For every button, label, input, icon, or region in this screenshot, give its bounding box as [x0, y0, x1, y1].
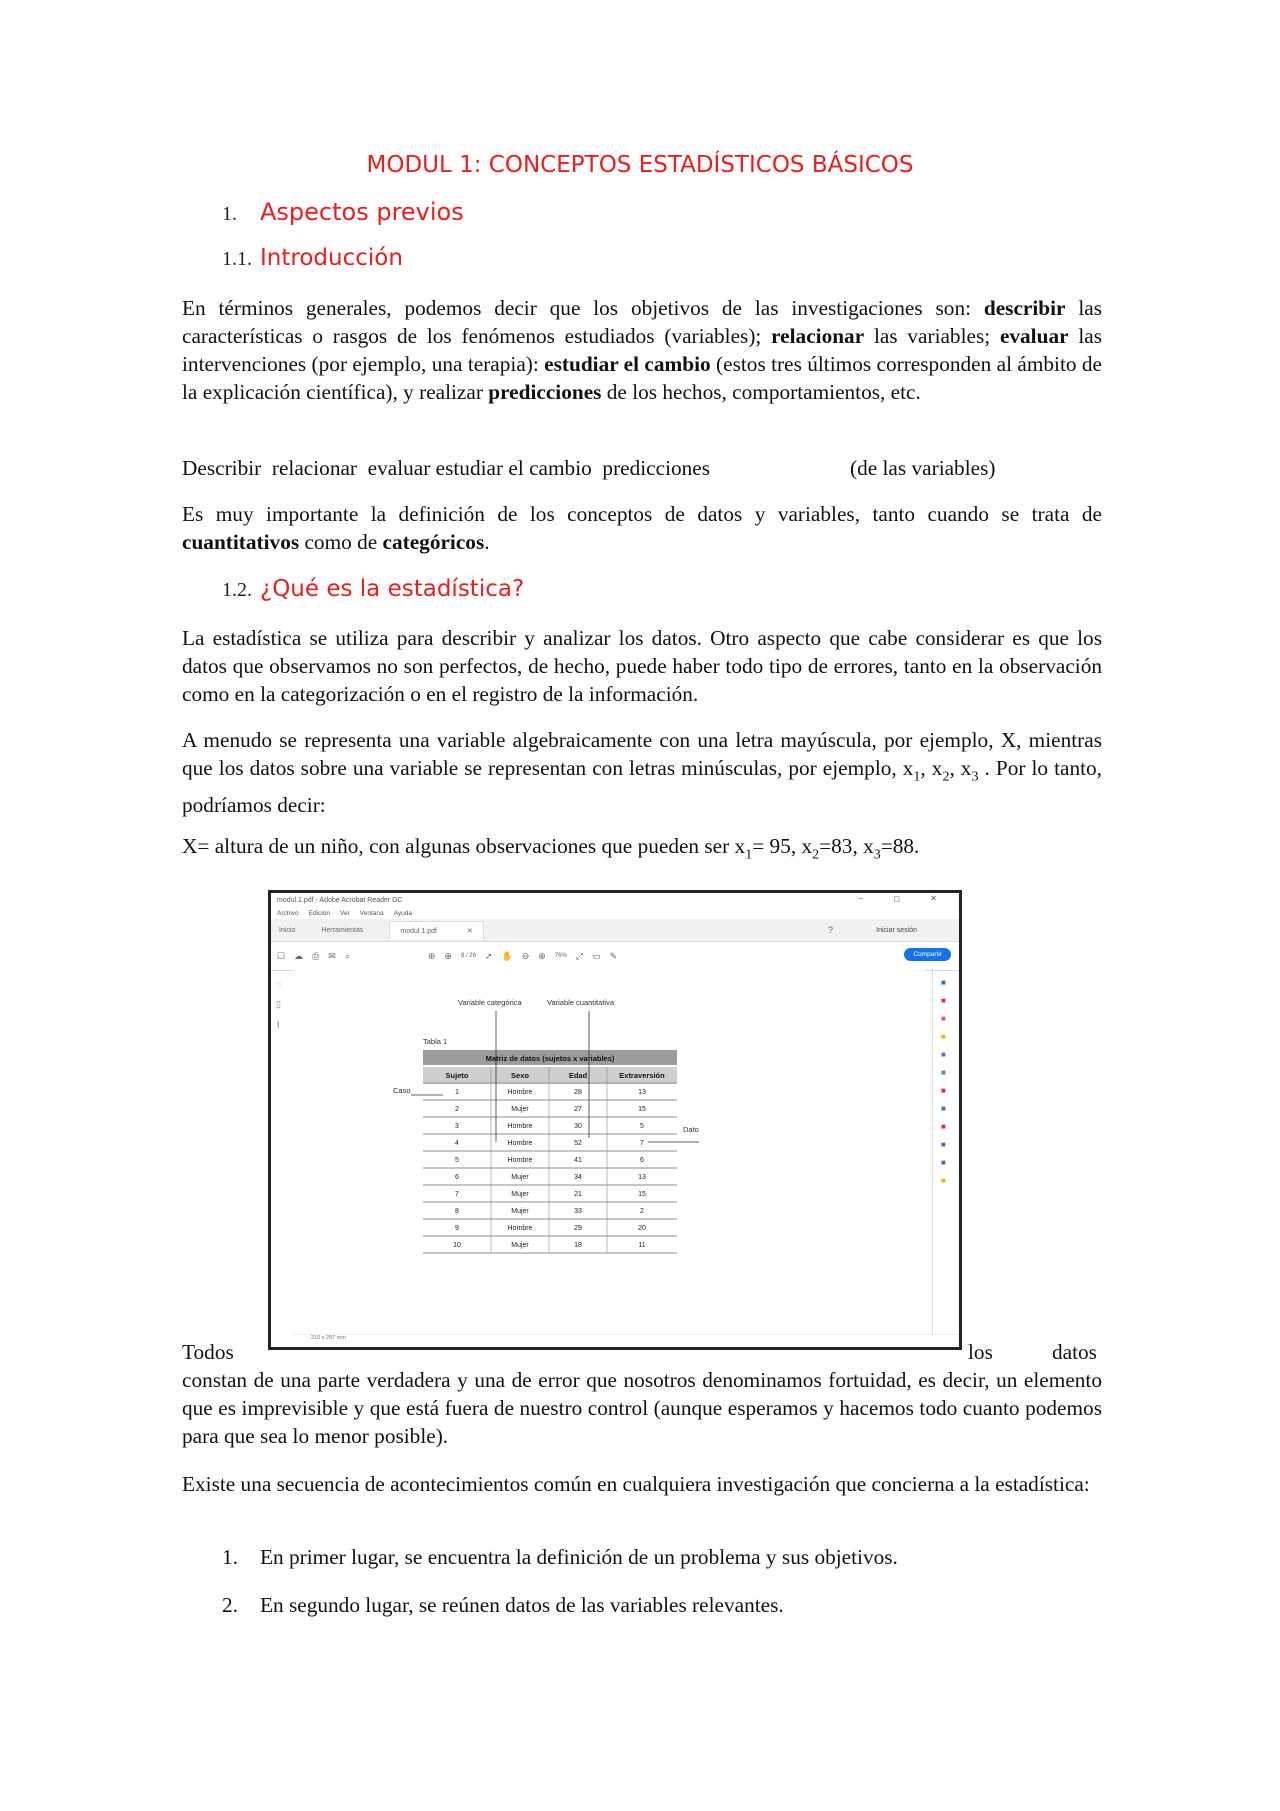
heading-number: 1.2. — [222, 579, 252, 601]
status-bar: 210 x 297 mm — [293, 1334, 959, 1347]
help-icon: ? — [827, 925, 833, 935]
page-down-icon: ⊕ — [444, 950, 452, 961]
intro-paragraph: En términos generales, podemos decir que los objetivos de las investigaciones son: describir las características o rasgos de los fenómenos estudiados (variables); relacionar las variables; evaluar las intervenciones (por ejemplo, una terapia): estudiar el cambio (estos tres últimos corresponden al ámbito de la explicación científica), y realizar predicciones de los hechos, comportamientos, etc. — [182, 296, 1102, 404]
data-matrix-figure — [293, 969, 903, 1269]
comment-rail-icon: ◌ — [276, 979, 282, 989]
comment-tool-icon: ■ — [941, 1032, 946, 1041]
label-datum: Dato — [683, 1125, 699, 1134]
table-cell: 4 — [455, 1140, 459, 1147]
label-categorical: Variable categórica — [458, 998, 522, 1007]
table-cell: Mujer — [511, 1174, 529, 1181]
importance-paragraph: Es muy importante la definición de los conceptos de datos y variables, tanto cuando se trata de cuantitativos como de categóricos. — [182, 502, 1102, 554]
table-cell: 20 — [638, 1225, 646, 1232]
table-cell: 30 — [574, 1123, 582, 1130]
header-cell: Sexo — [511, 1071, 529, 1080]
window-controls: – ◻ ✕ — [858, 894, 951, 903]
tab-inicio: Inicio — [279, 926, 296, 934]
compress-icon: ■ — [941, 1122, 946, 1131]
page-indicator: 8 / 26 — [460, 953, 476, 959]
print-icon: ⎙ — [312, 950, 320, 961]
page-title: MODUL 1: CONCEPTOS ESTADÍSTICOS BÁSICOS — [366, 152, 914, 178]
error-paragraph: constan de una parte verdadera y una de error que nosotros denominamos fortuidad, es decir, un elemento que es imprevisible y que está fuera de nuestro control (aunque esperamos y hacemos todo cuanto podemos para que sea lo menor posible). — [182, 1368, 1102, 1448]
table-cell: 5 — [455, 1157, 459, 1164]
tab-herramientas: Herramientas — [321, 926, 364, 934]
table-cell: 1 — [455, 1089, 459, 1096]
menu-item: Ventana — [359, 909, 384, 917]
example-line: X= altura de un niño, con algunas observaciones que pueden ser $x_1= 95$, $x_2=83$, $x_3=88$. — [182, 834, 920, 863]
header-cell: Sujeto — [445, 1071, 469, 1080]
cursor-icon: ➚ — [484, 950, 493, 961]
organize-icon: ■ — [941, 1068, 946, 1077]
page-up-icon: ⊕ — [427, 950, 436, 961]
embedded-screenshot — [268, 890, 962, 1350]
sign-in-link: Iniciar sesión — [876, 926, 917, 934]
label-case: Caso — [393, 1086, 411, 1095]
menu-item: Ayuda — [393, 909, 412, 917]
sign-icon: ■ — [941, 1140, 946, 1149]
heading-label: Introducción — [260, 245, 403, 271]
left-rail — [271, 969, 294, 1335]
table-cell: 33 — [574, 1208, 582, 1215]
table-cell: Hombre — [507, 1140, 533, 1147]
table-cell: Mujer — [511, 1242, 529, 1249]
table-cell: 2 — [455, 1106, 459, 1113]
table-cell: 3 — [455, 1123, 459, 1130]
new-file-icon: ☐ — [277, 950, 286, 961]
table-name: Tabla 1 — [423, 1037, 448, 1046]
statistics-paragraph: La estadística se utiliza para describir y analizar los datos. Otro aspecto que cabe considerar es que los datos que observamos no son perfectos, de hecho, puede haber todo tipo de errores, tanto en la observación como en la categorización o en el registro de la información. — [182, 626, 1102, 706]
heading-label: Aspectos previos — [260, 198, 464, 226]
table-cell: 11 — [638, 1242, 646, 1249]
menu-item: Archivo — [277, 909, 299, 917]
zoom-out-icon: ⊖ — [521, 950, 530, 961]
table-cell: 9 — [455, 1225, 459, 1232]
heading-number: 1.1. — [222, 248, 252, 270]
table-cell: 28 — [574, 1089, 582, 1096]
menu-item: Edición — [308, 909, 331, 917]
table-cell: Hombre — [507, 1123, 533, 1130]
after-image-word-datos: datos — [1052, 1340, 1097, 1364]
protect-icon: ■ — [941, 1104, 946, 1113]
heading-label: ¿Qué es la estadística? — [260, 576, 525, 602]
combine-icon: ■ — [941, 1050, 946, 1059]
header-cell: Edad — [568, 1071, 588, 1080]
notation-paragraph: A menudo se representa una variable algebraicamente con una letra mayúscula, por ejemplo, X, mientras que los datos sobre una variable se representan con letras minúsculas, por ejemplo, $x_1$, $x_2$, $x_3$ . Por lo tanto, podríamos decir: — [182, 728, 1102, 818]
table-cell: 21 — [574, 1191, 582, 1198]
tab-bar — [271, 919, 959, 942]
table-cell: 18 — [574, 1242, 582, 1249]
hand-icon: ✋ — [501, 950, 513, 961]
header-cell: Extraversión — [619, 1071, 665, 1080]
table-cell: 2 — [640, 1208, 644, 1215]
table-cell: Mujer — [511, 1191, 529, 1198]
table-cell: Hombre — [507, 1089, 533, 1096]
table-cell: 7 — [640, 1140, 644, 1147]
table-cell: 52 — [574, 1140, 582, 1147]
table-caption: Matriz de datos (sujetos x variables) — [485, 1054, 615, 1063]
sequence-paragraph: Existe una secuencia de acontecimientos común en cualquiera investigación que concierna a la estadística: — [182, 1472, 1090, 1496]
table-cell: 6 — [640, 1157, 644, 1164]
menu-bar — [271, 907, 959, 919]
summary-line: Describir relacionar evaluar estudiar el cambio predicciones (de las variables) — [182, 456, 996, 480]
table-cell: 13 — [638, 1174, 646, 1181]
table-cell: 34 — [574, 1174, 582, 1181]
list-item: 2. En segundo lugar, se reúnen datos de las variables relevantes. — [222, 1593, 784, 1617]
mail-icon: ✉ — [328, 950, 336, 961]
after-image-word-todos: Todos — [182, 1340, 234, 1364]
right-rail — [932, 969, 959, 1335]
label-quantitative: Variable cuantitativa — [547, 998, 614, 1007]
create-pdf-icon: ■ — [941, 996, 946, 1005]
table-cell: 15 — [638, 1191, 646, 1198]
after-image-word-los: los — [968, 1340, 993, 1364]
menu-item: Ver — [340, 909, 350, 917]
cloud-icon: ☁ — [294, 950, 304, 961]
table-cell: Hombre — [507, 1225, 533, 1232]
window-title: modul 1.pdf - Adobe Acrobat Reader DC — [277, 896, 403, 904]
tab-document: modul 1.pdf ✕ — [389, 921, 483, 940]
table-cell: 41 — [574, 1157, 582, 1164]
table-cell: 8 — [455, 1208, 459, 1215]
table-cell: 15 — [638, 1106, 646, 1113]
fill-sign-icon: ■ — [941, 1086, 946, 1095]
edit-pdf-icon: ■ — [941, 1014, 946, 1023]
share-button: Compartir — [904, 948, 951, 961]
toolbar — [271, 942, 959, 971]
zoom-in-icon: ⊕ — [538, 950, 546, 961]
table-cell: 10 — [453, 1242, 461, 1249]
fit-icon: ⤢ — [575, 950, 584, 961]
table-cell: Hombre — [507, 1157, 533, 1164]
table-cell: Mujer — [511, 1106, 529, 1113]
heading-aspectos-previos — [222, 198, 464, 226]
heading-introduccion — [222, 245, 403, 271]
heading-number: 1. — [222, 203, 237, 225]
send-icon: ■ — [941, 1158, 946, 1167]
table-cell: Mujer — [511, 1208, 529, 1215]
comment-icon: ▭ — [592, 950, 601, 961]
export-pdf-icon: ■ — [941, 978, 946, 987]
window-titlebar — [271, 893, 959, 907]
table-cell: 13 — [638, 1089, 646, 1096]
table-cell: 7 — [455, 1191, 459, 1198]
table-cell: 29 — [574, 1225, 582, 1232]
document-canvas — [293, 969, 925, 1335]
more-tools-icon: ■ — [941, 1176, 946, 1185]
table-cell: 5 — [640, 1123, 644, 1130]
table-cell: 27 — [574, 1106, 582, 1113]
attachment-icon: ⌇ — [276, 1020, 281, 1030]
heading-que-es-estadistica — [222, 576, 524, 602]
scrollbar — [925, 969, 931, 1335]
bookmark-icon: ▯ — [276, 999, 281, 1009]
list-item: 1. En primer lugar, se encuentra la definición de un problema y sus objetivos. — [222, 1545, 898, 1569]
table-cell: 6 — [455, 1174, 459, 1181]
pen-icon: ✎ — [609, 950, 618, 961]
zoom-level: 76% — [554, 953, 567, 959]
search-icon: ⌕ — [344, 950, 350, 961]
